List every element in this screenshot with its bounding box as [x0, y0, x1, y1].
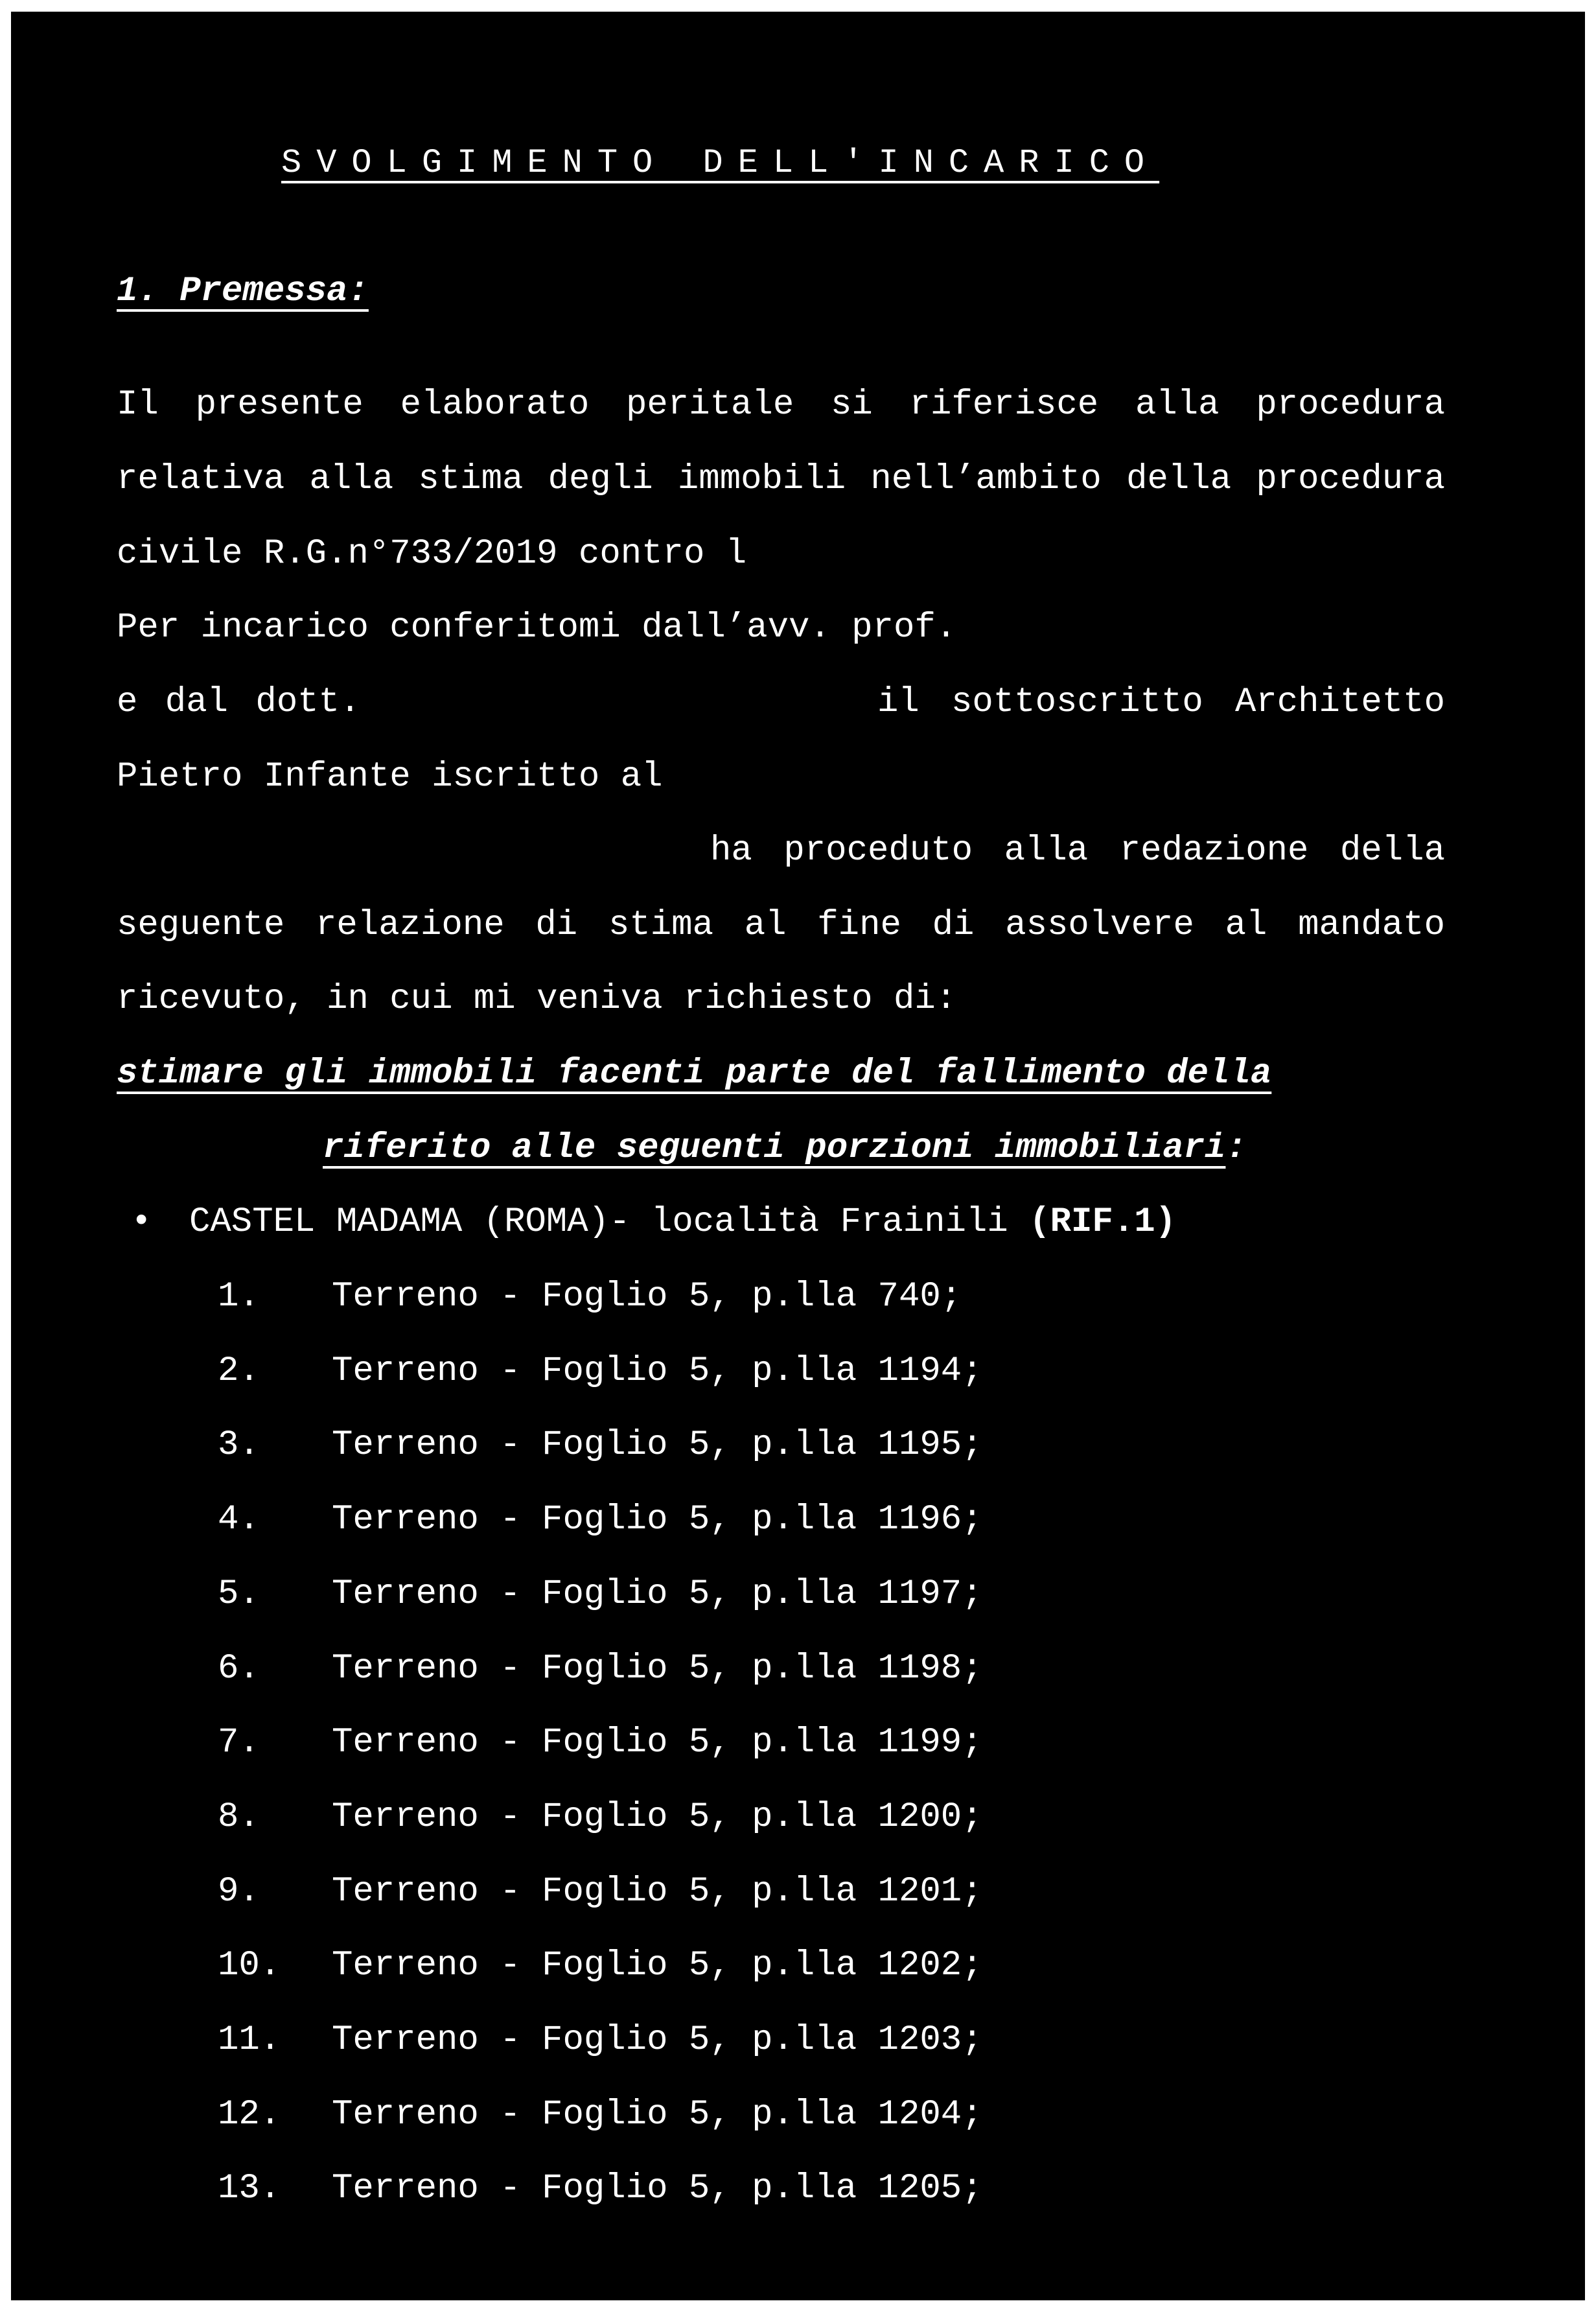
document-page	[9, 12, 1587, 2300]
list-item-number: 2.	[218, 1351, 260, 1391]
list-item-number: 3.	[218, 1425, 260, 1465]
paragraph-line: relativa alla stima degli immobili nell’ambito della procedura	[117, 460, 1445, 499]
list-item: Terreno - Foglio 5, p.lla 1194;	[332, 1351, 983, 1391]
paragraph-line: Per incarico conferitomi dall’avv. prof.	[117, 608, 957, 648]
list-item: Terreno - Foglio 5, p.lla 1197;	[332, 1574, 983, 1614]
list-item: Terreno - Foglio 5, p.lla 1201;	[332, 1872, 983, 1911]
list-item-number: 10.	[218, 1946, 281, 1985]
list-item: Terreno - Foglio 5, p.lla 1196;	[332, 1500, 983, 1539]
list-item: Terreno - Foglio 5, p.lla 1199;	[332, 1723, 983, 1762]
paragraph-line: e dal dott.	[117, 683, 361, 722]
location-bullet	[131, 1202, 1177, 1242]
list-item-number: 1.	[218, 1277, 260, 1316]
list-item: Terreno - Foglio 5, p.lla 1198;	[332, 1649, 983, 1688]
paragraph-line: Il presente elaborato peritale si riferisce alla procedura	[117, 385, 1445, 425]
mandate-text: riferito alle seguenti porzioni immobiliari	[323, 1128, 1226, 1168]
paragraph-line: ricevuto, in cui mi veniva richiesto di:	[117, 979, 957, 1019]
paragraph-line: Pietro Infante iscritto al	[117, 757, 663, 797]
paragraph-line: il sottoscritto Architetto	[877, 683, 1445, 722]
list-item: Terreno - Foglio 5, p.lla 740;	[332, 1277, 962, 1316]
list-item-number: 13.	[218, 2169, 281, 2208]
paragraph-line: ha proceduto alla redazione della	[710, 831, 1445, 870]
location-ref: (RIF.1)	[1029, 1202, 1177, 1242]
list-item-number: 6.	[218, 1649, 260, 1688]
list-item-number: 8.	[218, 1797, 260, 1837]
list-item-number: 9.	[218, 1872, 260, 1911]
list-item: Terreno - Foglio 5, p.lla 1202;	[332, 1946, 983, 1985]
list-item-number: 7.	[218, 1723, 260, 1762]
mandate-line-2	[323, 1128, 1247, 1168]
list-item: Terreno - Foglio 5, p.lla 1203;	[332, 2020, 983, 2060]
bullet-icon: •	[131, 1202, 152, 1242]
page-title: SVOLGIMENTO DELL'INCARICO	[281, 144, 1160, 182]
list-item-number: 4.	[218, 1500, 260, 1539]
section-heading: 1. Premessa:	[117, 272, 369, 311]
list-item: Terreno - Foglio 5, p.lla 1200;	[332, 1797, 983, 1837]
list-item: Terreno - Foglio 5, p.lla 1195;	[332, 1425, 983, 1465]
list-item: Terreno - Foglio 5, p.lla 1205;	[332, 2169, 983, 2208]
paragraph-line: civile R.G.n°733/2019 contro l	[117, 534, 747, 574]
list-item-number: 12.	[218, 2095, 281, 2134]
location-text: CASTEL MADAMA (ROMA)- località Frainili	[189, 1202, 1030, 1242]
mandate-colon: :	[1225, 1128, 1247, 1168]
list-item: Terreno - Foglio 5, p.lla 1204;	[332, 2095, 983, 2134]
mandate-line: stimare gli immobili facenti parte del fallimento della	[117, 1054, 1272, 1093]
list-item-number: 5.	[218, 1574, 260, 1614]
list-item-number: 11.	[218, 2020, 281, 2060]
paragraph-line: seguente relazione di stima al fine di assolvere al mandato	[117, 905, 1445, 945]
